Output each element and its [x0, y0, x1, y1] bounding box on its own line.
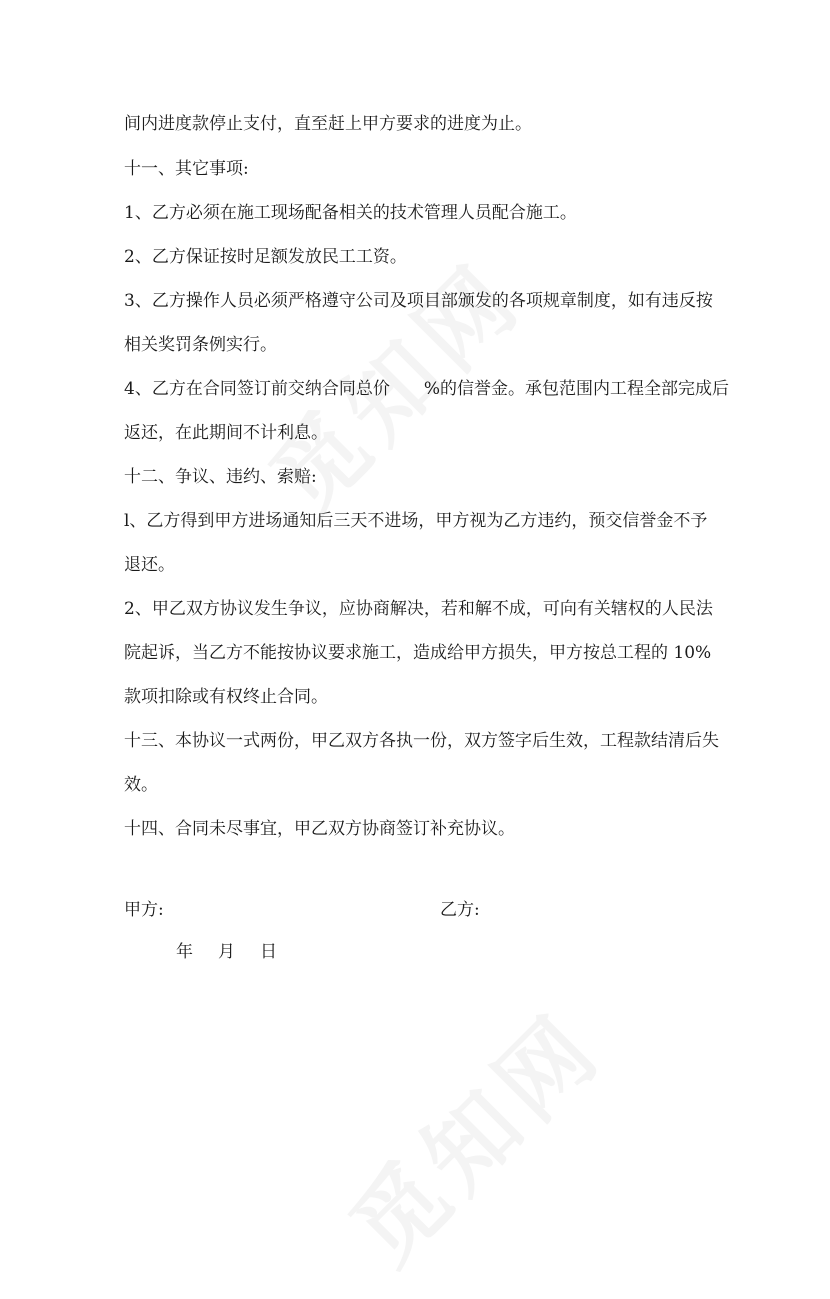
section-heading-13: 十三、本协议一式两份，甲乙双方各执一份，双方签字后生效，工程款结清后失: [124, 731, 719, 751]
body-line-5: 3、乙方操作人员必须严格遵守公司及项目部颁发的各项规章制度，如有违反按: [124, 291, 713, 311]
body-line-12: 2、甲乙双方协议发生争议，应协商解决，若和解不成，可向有关辖权的人民法: [124, 599, 713, 619]
body-line-14: 款项扣除或有权终止合同。: [124, 687, 328, 707]
body-line-1: 间内进度款停止支付，直至赶上甲方要求的进度为止。: [124, 114, 532, 134]
date-year-label: 年: [176, 942, 193, 962]
body-line-11: 退还。: [124, 555, 175, 575]
date-month-label: 月: [218, 942, 235, 962]
watermark-logo-bottom: [327, 993, 617, 1283]
body-line-16: 效。: [124, 775, 158, 795]
body-line-13: 院起诉，当乙方不能按协议要求施工，造成给甲方损失，甲方按总工程的 10%: [124, 643, 712, 663]
party-a-signature-label: 甲方:: [124, 900, 164, 920]
body-line-4: 2、乙方保证按时足额发放民工工资。: [124, 247, 407, 267]
svg-text:觅知网: [331, 993, 617, 1283]
section-heading-12: 十二、争议、违约、索赔:: [124, 467, 317, 487]
watermark-bottom: [327, 993, 632, 1298]
body-line-10: l、乙方得到甲方进场通知后三天不进场，甲方视为乙方违约，预交信誉金不予: [124, 511, 708, 531]
party-b-signature-label: 乙方:: [440, 900, 480, 920]
body-line-7: 4、乙方在合同签订前交纳合同总价 %的信誉金。承包范围内工程全部完成后: [124, 379, 729, 399]
section-heading-14: 十四、合同未尽事宜，甲乙双方协商签订补充协议。: [124, 819, 515, 839]
body-line-3: 1、乙方必须在施工现场配备相关的技术管理人员配合施工。: [124, 203, 577, 223]
body-line-6: 相关奖罚条例实行。: [124, 335, 277, 355]
date-day-label: 日: [260, 942, 277, 962]
body-line-8: 返还，在此期间不计利息。: [124, 423, 328, 443]
section-heading-11: 十一、其它事项:: [124, 159, 249, 179]
